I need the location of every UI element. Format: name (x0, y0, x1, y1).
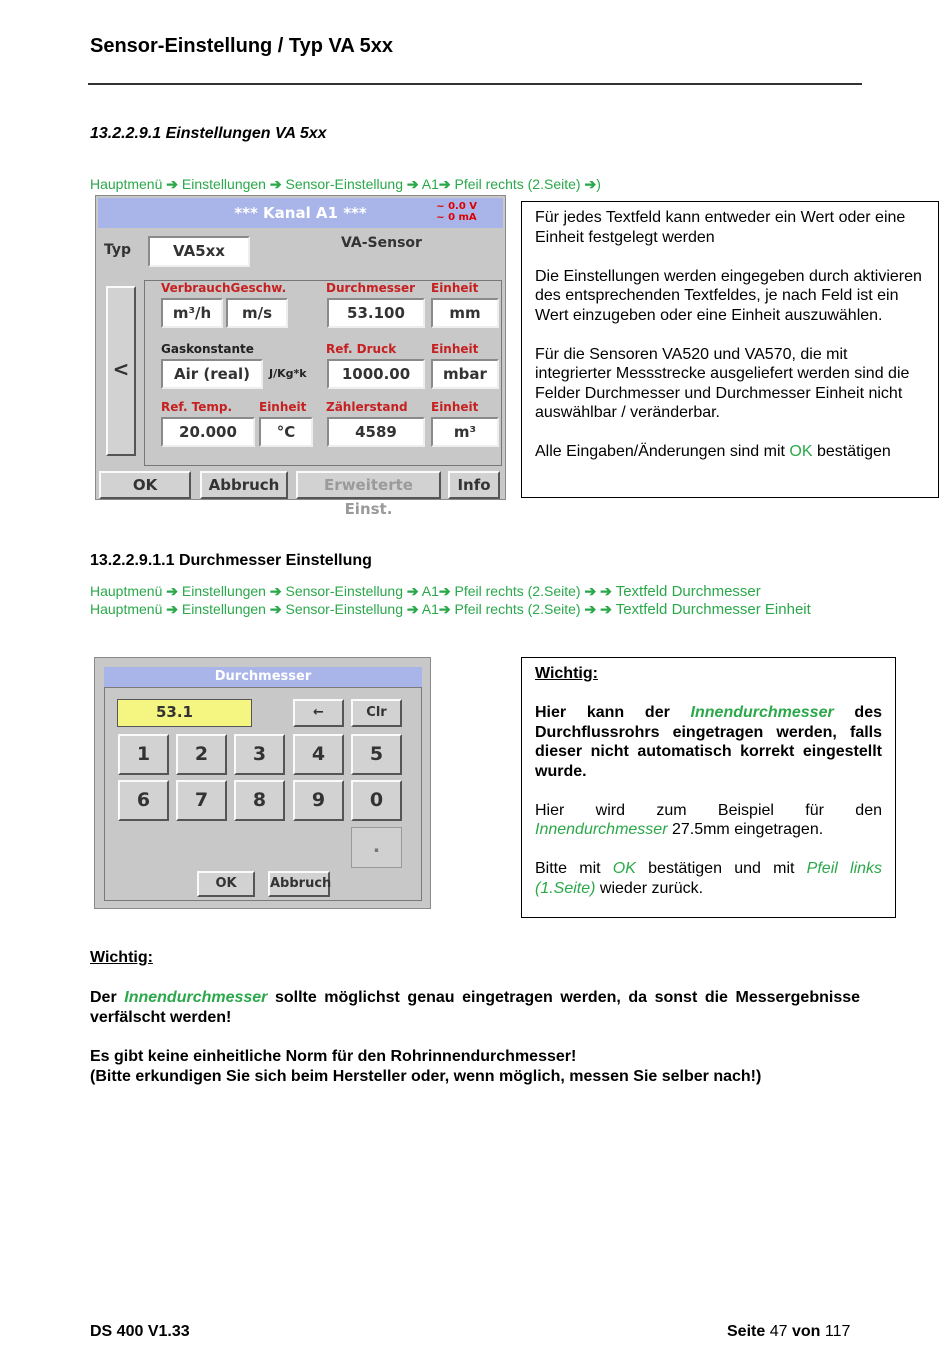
arrow-right-icon: ➔ (406, 583, 419, 599)
breadcrumb-item: Hauptmenü (90, 176, 163, 192)
backspace-button[interactable]: ← (293, 699, 344, 727)
info-text: 27.5mm eingetragen. (667, 821, 824, 838)
important-title: Wichtig: (90, 949, 153, 966)
info-text: bestätigen und mit (635, 860, 807, 877)
ref-druck-unit-field[interactable]: mbar (431, 359, 499, 389)
footer-page-number (727, 1323, 850, 1341)
breadcrumb-item: Hauptmenü (90, 583, 163, 599)
breadcrumb-item: A1 (421, 583, 439, 599)
breadcrumb-target: Textfeld Durchmesser (615, 583, 761, 600)
key-3[interactable]: 3 (234, 734, 285, 775)
info-paragraph: Für jedes Textfeld kann entweder ein Wert oder eine Einheit festgelegt werden (535, 209, 906, 246)
ref-druck-field[interactable]: 1000.00 (327, 359, 425, 389)
arrow-right-icon: ➔ (600, 601, 612, 617)
breadcrumb-item: A1 (421, 176, 439, 192)
arrow-right-icon: ➔ (438, 583, 451, 599)
verbrauch-label: VerbrauchGeschw. (161, 281, 287, 295)
decimal-point-key[interactable]: . (351, 827, 402, 868)
device-title-bar (98, 198, 503, 228)
breadcrumb-durchmesser-einheit (90, 601, 811, 618)
jkgk-label: J/Kg*k (269, 367, 307, 380)
info-paragraph (535, 859, 882, 898)
breadcrumb-item: Sensor-Einstellung (285, 601, 403, 617)
key-9[interactable]: 9 (293, 780, 344, 821)
arrow-right-icon: ➔ (406, 601, 419, 617)
footer-von: von (791, 1323, 821, 1340)
arrow-right-icon: ➔ (438, 176, 451, 192)
important-note-line: (Bitte erkundigen Sie sich beim Hersteller oder, wenn möglich, messen Sie selber nach!) (90, 1067, 762, 1085)
key-1[interactable]: 1 (118, 734, 169, 775)
section-heading-einstellungen: 13.2.2.9.1 Einstellungen VA 5xx (90, 125, 327, 142)
info-paragraph (535, 703, 882, 781)
footer-seite: Seite (727, 1323, 766, 1340)
breadcrumb-item: Einstellungen (181, 583, 266, 599)
abbruch-button[interactable]: Abbruch (268, 871, 330, 897)
gaskonstante-label: Gaskonstante (161, 342, 254, 356)
breadcrumb-item: A1 (421, 601, 439, 617)
arrow-right-icon: ➔ (269, 176, 282, 192)
erweiterte-einstellungen-button[interactable]: Erweiterte Einst. (296, 471, 441, 499)
footer-document-id: DS 400 V1.33 (90, 1323, 190, 1340)
key-0[interactable]: 0 (351, 780, 402, 821)
zaehlerstand-label: Zählerstand (326, 400, 408, 414)
ok-button[interactable]: OK (197, 871, 255, 897)
ref-temp-label: Ref. Temp. (161, 400, 233, 414)
breadcrumb-item: Sensor-Einstellung (285, 583, 403, 599)
footer-page: 47 (769, 1323, 788, 1340)
info-paragraph: Für die Sensoren VA520 und VA570, die mit integrierter Messstrecke ausgeliefert werden sind die Felder Durchmesser und Durchmesser Einheit nicht auswählbar / veränderbar. (535, 345, 910, 421)
abbruch-button[interactable]: Abbruch (200, 471, 288, 499)
info-paragraph: Die Einstellungen werden eingegeben durch aktivieren des entsprechenden Textfeldes, je nach Feld ist ein Wert einzugeben oder eine Einheit auszuwählen. (535, 267, 922, 324)
arrow-right-icon: ➔ (584, 176, 597, 192)
arrow-right-icon: ➔ (166, 583, 179, 599)
zaehlerstand-unit-field[interactable]: m³ (431, 417, 499, 447)
key-4[interactable]: 4 (293, 734, 344, 775)
geschw-unit-field[interactable]: m/s (226, 298, 288, 328)
breadcrumb-item: Pfeil rechts (2.Seite) (454, 601, 581, 617)
info-text: Bitte mit (535, 860, 613, 877)
header-divider (88, 83, 862, 85)
info-paragraph (535, 801, 882, 840)
breadcrumb-item: Sensor-Einstellung (285, 176, 403, 192)
einheit-label: Einheit (431, 281, 479, 295)
ref-temp-unit-field[interactable]: °C (259, 417, 313, 447)
durchmesser-label: Durchmesser (326, 281, 416, 295)
breadcrumb-item: ) (596, 176, 601, 192)
arrow-right-icon: ➔ (166, 176, 179, 192)
einheit-label: Einheit (259, 400, 307, 414)
info-text: bestätigen (812, 443, 891, 460)
important-text: sollte möglichst genau eingetragen werden, da sonst die Messergebnisse verfälscht werden! (90, 989, 861, 1026)
back-button[interactable]: < (106, 286, 136, 456)
typ-field[interactable]: VA5xx (148, 236, 250, 267)
breadcrumb-target: Textfeld Durchmesser Einheit (615, 601, 811, 618)
info-text: des Durchflussrohrs eingetragen werden, falls dieser nicht automatisch korrekt eingestellt wurde. (535, 704, 882, 780)
breadcrumb-item: Einstellungen (181, 176, 266, 192)
breadcrumb-durchmesser (90, 583, 761, 600)
arrow-right-icon: ➔ (438, 601, 451, 617)
info-box-settings (521, 201, 939, 498)
key-7[interactable]: 7 (176, 780, 227, 821)
breadcrumb-item: Pfeil rechts (2.Seite) (454, 583, 581, 599)
clear-button[interactable]: Clr (351, 699, 402, 727)
arrow-right-icon: ➔ (584, 601, 597, 617)
page-header-title: Sensor-Einstellung / Typ VA 5xx (90, 35, 394, 57)
arrow-right-icon: ➔ (600, 583, 612, 599)
ref-druck-label: Ref. Druck (326, 342, 397, 356)
pfeil-links-keyword: Pfeil links (1.Seite) (535, 860, 883, 897)
info-paragraph (535, 442, 925, 462)
arrow-right-icon: ➔ (166, 601, 179, 617)
key-8[interactable]: 8 (234, 780, 285, 821)
ok-keyword: OK (789, 443, 813, 460)
key-6[interactable]: 6 (118, 780, 169, 821)
device-screen-sensor-settings (95, 195, 506, 518)
signal-current: ~ 0 mA (436, 212, 477, 223)
info-text: Hier wird zum Beispiel für den (535, 801, 882, 819)
arrow-right-icon: ➔ (269, 601, 282, 617)
info-button[interactable]: Info (448, 471, 500, 499)
typ-label: Typ (104, 242, 132, 258)
innendurchmesser-term: Innendurchmesser (124, 989, 268, 1006)
channel-title: *** Kanal A1 *** (234, 204, 367, 222)
device-screen-keypad (94, 657, 431, 909)
arrow-right-icon: ➔ (406, 176, 419, 192)
ok-button[interactable]: OK (99, 471, 191, 499)
sensor-name: VA-Sensor (341, 235, 422, 251)
einheit-label: Einheit (431, 342, 479, 356)
innendurchmesser-term: Innendurchmesser (690, 704, 834, 721)
verbrauch-unit-field[interactable]: m³/h (161, 298, 223, 328)
important-note (90, 1047, 860, 1086)
breadcrumb-settings (90, 176, 601, 193)
ok-keyword: OK (612, 860, 636, 877)
keypad-title-bar: Durchmesser (104, 667, 422, 687)
breadcrumb-item: Pfeil rechts (2.Seite) (454, 176, 581, 192)
arrow-right-icon: ➔ (269, 583, 282, 599)
einheit-label: Einheit (431, 400, 479, 414)
innendurchmesser-term: Innendurchmesser (535, 821, 668, 838)
signal-voltage: ~ 0.0 V (436, 201, 477, 212)
important-text: Der (90, 989, 125, 1006)
important-note-line: Es gibt keine einheitliche Norm für den Rohrinnendurchmesser! (90, 1048, 577, 1065)
footer-total: 117 (824, 1323, 851, 1340)
durchmesser-unit-field[interactable]: mm (431, 298, 499, 328)
zaehlerstand-field[interactable]: 4589 (327, 417, 425, 447)
breadcrumb-item: Einstellungen (181, 601, 266, 617)
key-5[interactable]: 5 (351, 734, 402, 775)
section-heading-durchmesser: 13.2.2.9.1.1 Durchmesser Einstellung (90, 552, 372, 569)
info-box-durchmesser (521, 657, 896, 918)
info-text: wieder zurück. (595, 879, 704, 897)
durchmesser-field[interactable]: 53.100 (327, 298, 425, 328)
arrow-right-icon: ➔ (584, 583, 597, 599)
value-display[interactable]: 53.1 (117, 699, 252, 727)
gas-field[interactable]: Air (real) (161, 359, 263, 389)
info-text: Alle Eingaben/Änderungen sind mit (535, 443, 790, 460)
info-text: Hier kann der (535, 704, 691, 721)
ref-temp-field[interactable]: 20.000 (161, 417, 255, 447)
info-box-title: Wichtig: (535, 665, 598, 682)
key-2[interactable]: 2 (176, 734, 227, 775)
signal-readout (436, 201, 477, 223)
breadcrumb-item: Hauptmenü (90, 601, 163, 617)
important-paragraph (90, 988, 860, 1027)
